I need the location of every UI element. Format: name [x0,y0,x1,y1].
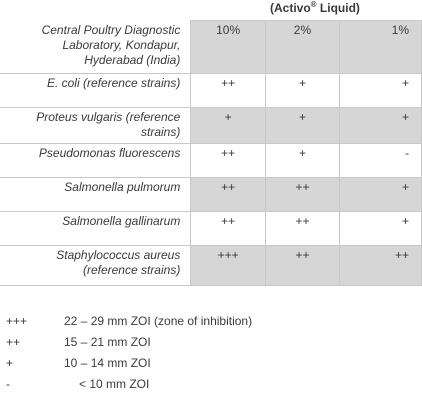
organism-cell: Salmonella gallinarum [0,212,191,246]
organism-cell: Pseudomonas fluorescens [0,144,191,178]
table-row [0,212,422,246]
value-cell: +++ [191,246,266,286]
value-cell: ++ [191,74,266,108]
value-cell: + [339,74,421,108]
legend-symbol: - [6,377,10,391]
legend-description: 10 – 14 mm ZOI [64,356,151,370]
table-row [0,21,422,74]
value-cell: + [339,212,421,246]
value-cell: ++ [265,212,339,246]
table-row [0,178,422,212]
results-table [0,20,422,286]
value-cell: ++ [339,246,421,286]
legend-symbol: ++ [6,335,21,349]
organism-cell: E. coli (reference strains) [0,74,191,108]
value-cell: ++ [265,178,339,212]
value-cell: + [339,108,421,144]
legend-symbol: +++ [6,314,28,328]
legend-description: < 10 mm ZOI [79,377,150,391]
value-cell: - [339,144,421,178]
table-row [0,74,422,108]
value-cell: ++ [191,178,266,212]
table-row [0,108,422,144]
value-cell: + [191,108,266,144]
organism-cell: Staphylococcus aureus (reference strains) [0,246,191,286]
table-row [0,246,422,286]
legend-description: 15 – 21 mm ZOI [64,335,151,349]
value-cell: 10% [191,21,266,74]
value-cell: ++ [265,246,339,286]
value-cell: 1% [339,21,421,74]
table-row [0,144,422,178]
value-cell: + [265,108,339,144]
value-cell: + [265,74,339,108]
table-header-label: (Activo® Liquid) [270,0,360,15]
value-cell: 2% [265,21,339,74]
legend-description: 22 – 29 mm ZOI (zone of inhibition) [64,314,253,328]
value-cell: ++ [191,144,266,178]
organism-cell: Proteus vulgaris (reference strains) [0,108,191,144]
value-cell: + [339,178,421,212]
organism-cell: Central Poultry Diagnostic Laboratory, Kondapur, Hyderabad (India) [0,21,191,74]
value-cell: ++ [191,212,266,246]
value-cell: + [265,144,339,178]
organism-cell: Salmonella pulmorum [0,178,191,212]
legend-symbol: + [6,356,14,370]
